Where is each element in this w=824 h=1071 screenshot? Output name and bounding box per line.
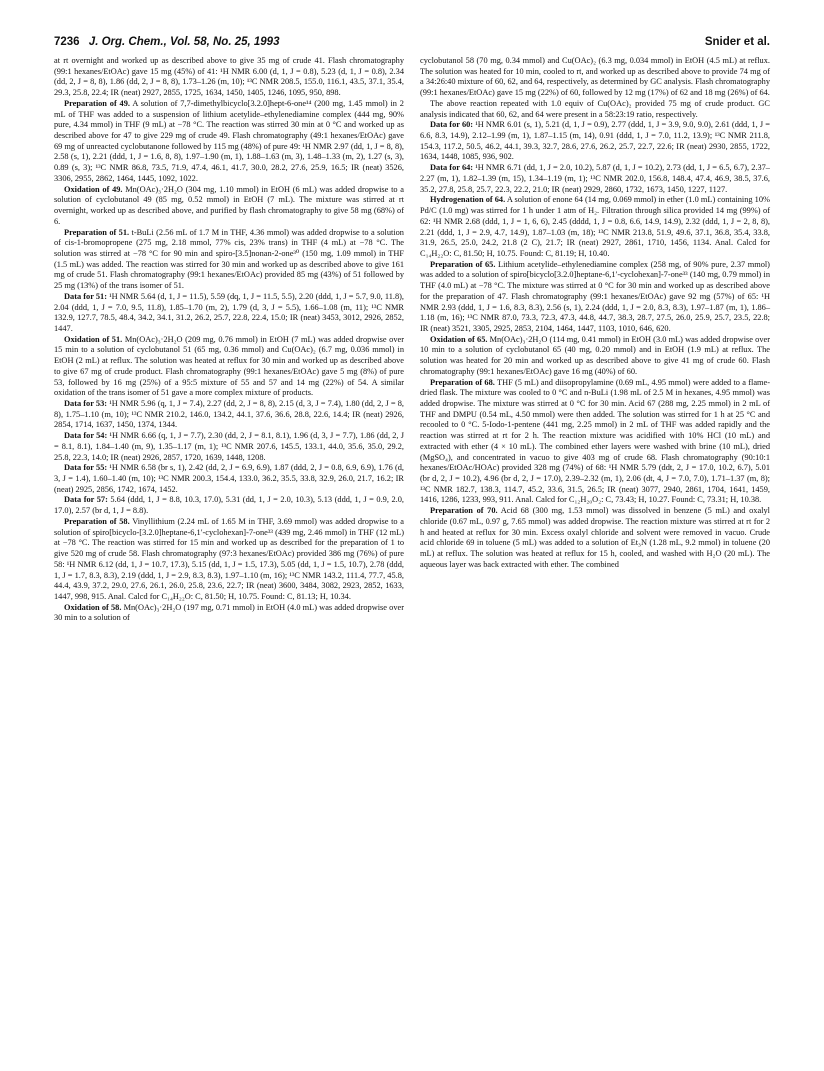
- paragraph-heading: Data for 57:: [64, 495, 108, 505]
- author-header: Snider et al.: [704, 36, 770, 48]
- paragraph-heading: Oxidation of 51.: [64, 334, 123, 344]
- paragraph-heading: Preparation of 70.: [430, 506, 498, 516]
- paragraph: [420, 56, 770, 99]
- paragraph: [420, 163, 770, 195]
- paragraph-heading: Data for 54:: [64, 431, 108, 441]
- paragraph-text: THF (5 mL) and diisopropylamine (0.69 mL, 4.95 mmol) were added to a flame-dried flask. The mixture was cooled to 0 °C and n-BuLi (1.98 mL of 2.5 M in hexanes, 4.95 mmol) was added dropwise. The mixture was stirred at 0 °C for 30 min. Acid 67 (288 mg, 2.25 mmol) in 2 mL of THF and DMPU (0.54 mL, 4.50 mmol) were then added. The solution was stirred for 1 h at 25 °C and recooled to 0 °C. 5-Iodo-1-pentene (441 mg, 2.25 mmol) in 2 mL of THF was added rapidly and the reaction was stirred at rt for 2 h. The reaction mixture was acidified with 10% HCl (10 mL) and extracted with ether (4 × 10 mL). The combined ether layers were washed with brine (10 mL), dried (MgSO₄), and concentrated in vacuo to give 403 mg of crude 68. Flash chromatography (90:10:1 hexanes/EtOAc/HOAc) provided 328 mg (74%) of 68: ¹H NMR 5.79 (ddt, 2, J = 17.0, 10.2, 6.7), 5.01 (br d, 2, J = 10.2), 4.96 (br d, 2, J = 17.0), 2.39–2.32 (m, 1), 2.06 (dt, 4, J = 7.0, 7.0), 1.71–1.37 (m, 8); ¹³C NMR 182.7, 138.3, 114.7, 45.2, 33.6, 31.5, 26.5; IR (neat) 3077, 2940, 2861, 1704, 1641, 1459, 1416, 1286, 1233, 993, 911. Anal. Calcd for C₁₂H₂₀O₂: C, 73.43; H, 10.27. Found: C, 73.31; H, 10.38.: [420, 377, 770, 505]
- paragraph-text: ¹H NMR 5.96 (q, 1, J = 7.4), 2.27 (dd, 2, J = 8, 8), 2.15 (d, 3, J = 7.4), 1.80 (dd, 2, J = 8, 8), 1.75–1.10 (m, 10); ¹³C NMR 210.2, 146.0, 134.2, 44.1, 37.6, 36.6, 28.8, 22.6, 14.4; IR (neat) 2926, 2854, 1714, 1637, 1450, 1374, 1344.: [54, 399, 404, 430]
- paragraph-text: ¹H NMR 5.64 (d, 1, J = 11.5), 5.59 (dq, 1, J = 11.5, 5.5), 2.20 (ddd, 1, J = 5.7, 9.0, 11.8), 2.04 (ddd, 1, J = 7.0, 9.5, 11.8), 1.85–1.70 (m, 2), 1.79 (d, 3, J = 5.5), 1.66–1.08 (m, 11); ¹³C NMR 132.9, 127.7, 78.5, 48.4, 34.2, 34.1, 31.2, 26.2, 25.7, 22.8, 22.4, 15.0; IR (neat) 3453, 3012, 2926, 2852, 1447.: [54, 291, 404, 333]
- paragraph-text: ¹H NMR 6.58 (br s, 1), 2.42 (dd, 2, J = 6.9, 6.9), 1.87 (ddd, 2, J = 0.8, 6.9, 6.9), 1.76 (d, 3, J = 1.4), 1.60–1.40 (m, 10); ¹³C NMR 200.3, 154.4, 133.0, 36.2, 35.5, 33.8, 32.9, 26.0, 21.7, 16.2; IR (neat) 2925, 2856, 1742, 1674, 1452.: [54, 463, 404, 494]
- paragraph-text: t-BuLi (2.56 mL of 1.7 M in THF, 4.36 mmol) was added dropwise to a solution of cis-1-bromopropene (275 mg, 2.18 mmol, 77% cis, 23% trans) in THF (4 mL) at −78 °C. The solution was stirred at −78 °C for 90 min and spiro-[3.5]nonan-2-one³⁰ (150 mg, 1.09 mmol) in THF (1.5 mL) was added. The reaction was stirred for 30 min and worked up as described above to give 161 mg of crude 51. Flash chromatography (99:1 hexanes/EtOAc) provided 85 mg (43%) of 51 followed by 25 mg (13%) of the trans isomer of 51.: [54, 227, 404, 291]
- paragraph: [420, 99, 770, 120]
- paragraph-heading: Data for 64:: [430, 163, 474, 173]
- paragraph-text: The above reaction repeated with 1.0 equiv of Cu(OAc)₂ provided 75 mg of crude product. GC analysis indicated that 60, 62, and 64 were present in a 58:23:19 ratio, respectively.: [420, 98, 770, 119]
- paragraph: [54, 56, 404, 99]
- left-column: [54, 56, 404, 624]
- paragraph: [54, 99, 404, 185]
- paragraph: [54, 292, 404, 335]
- paragraph-text: A solution of enone 64 (14 mg, 0.069 mmol) in ether (1.0 mL) containing 10% Pd/C (1.0 mg) was stirred for 1 h under 1 atm of H₂. Filtration through silica provided 14 mg (99%) of 62: ¹H NMR 2.68 (ddd, 1, J = 1, 6, 6), 2.45 (dddd, 1, J = 0.8, 6.6, 14.9, 14.9), 2.32 (ddd, 1, J = 2, 8, 8), 2.21 (ddd, 1, J = 2.9, 4.7, 14.9), 1.87–1.03 (m, 18); ¹³C NMR 213.8, 51.9, 49.6, 37.1, 36.8, 35.4, 33.8, 31.9, 26.5, 25.0, 24.2, 21.8 (2 C), 21.7; IR (neat) 2927, 2861, 1710, 1456, 1134. Anal. Calcd for C₁₄H₂₂O: C, 81.50; H, 10.75. Found: C, 81.19; H, 10.40.: [420, 195, 770, 258]
- paragraph: [54, 495, 404, 516]
- paragraph-text: ¹H NMR 6.71 (dd, 1, J = 2.0, 10.2), 5.87 (d, 1, J = 10.2), 2.73 (dd, 1, J = 6.5, 6.7), 2.37–2.27 (m, 1), 1.82–1.39 (m, 15), 1.34–1.19 (m, 1); ¹³C NMR 202.0, 156.8, 148.4, 47.4, 46.9, 38.5, 37.6, 35.2, 27.8, 25.8, 25.7, 22.3, 22.2, 21.0; IR (neat) 2929, 2860, 1732, 1673, 1450, 1227, 1127.: [420, 163, 770, 194]
- paragraph: [420, 195, 770, 259]
- paragraph-text: Acid 68 (300 mg, 1.53 mmol) was dissolved in benzene (5 mL) and oxalyl chloride (0.67 mL, 0.97 g, 7.65 mmol) was added dropwise. The reaction mixture was stirred at rt for 2 h and heated at reflux for 30 min. Excess oxalyl chloride and solvent were removed in vacuo. Crude acid chloride 69 in toluene (5 mL) was added to a solution of Et₃N (1.28 mL, 9.2 mmol) in toluene (20 mL) at reflux. The solution was heated at reflux for 15 h, cooled, and washed with H₂O (20 mL). The aqueous layer was back extracted with ether. The combined: [420, 506, 770, 569]
- paragraph-text: at rt overnight and worked up as described above to give 35 mg of crude 41. Flash chromatography (99:1 hexanes/EtOAc) gave 15 mg (45%) of 41: ¹H NMR 6.00 (d, 1, J = 0.8), 5.23 (d, 1, J = 0.8), 2.34 (dd, 2, J = 8, 8), 1.86 (dd, 2, J = 8, 8), 1.73–1.26 (m, 10); ¹³C NMR 208.5, 155.0, 116.1, 43.5, 37.1, 35.4, 29.3, 25.8, 22.4; IR (neat) 2927, 2855, 1725, 1634, 1450, 1405, 1246, 1095, 950, 898.: [54, 56, 404, 98]
- paragraph-heading: Preparation of 58.: [64, 516, 130, 526]
- journal-page: [54, 36, 770, 1046]
- paragraph-heading: Data for 53:: [64, 399, 108, 408]
- paragraph: [54, 228, 404, 292]
- paragraph-heading: Data for 60:: [430, 120, 474, 130]
- paragraph-text: Vinyllithium (2.24 mL of 1.65 M in THF, 3.69 mmol) was added dropwise to a solution of spiro[bicyclo-[3.2.0]heptane-6,1′-cyclohexan]-7-one³³ (439 mg, 2.46 mmol) in THF (12 mL) at −78 °C. The reaction was stirred for 15 min and worked up as described for the preparation of 1 to give 520 mg of crude 58. Flash chromatography (97:3 hexanes/EtOAc) provided 386 mg (76%) of pure 58: ¹H NMR 6.12 (dd, 1, J = 10.7, 17.3), 5.15 (dd, 1, J = 1.5, 17.3), 5.05 (dd, 1, J = 1.5, 10.7), 2.78 (ddd, 1, J = 1.7, 8.3, 8.3), 2.19 (ddd, 1, J = 2.9, 8.3, 8.3), 1.97–1.10 (m, 16); ¹³C NMR 143.2, 111.4, 77.7, 45.8, 44.4, 43.9, 37.2, 29.0, 27.6, 26.1, 26.0, 25.8, 23.6, 22.7; IR (neat) 3600, 3484, 3082, 2923, 2852, 1633, 1447, 998, 915. Anal. Calcd for C₁₄H₂₂O: C, 81.50; H, 10.75. Found: C, 81.13; H, 10.34.: [54, 516, 404, 601]
- journal-citation: J. Org. Chem., Vol. 58, No. 25, 1993: [88, 36, 280, 48]
- paragraph-heading: Oxidation of 49.: [64, 184, 123, 194]
- paragraph: [420, 506, 770, 570]
- paragraph: [420, 335, 770, 378]
- paragraph-text: Mn(OAc)₃·2H₂O (197 mg, 0.71 mmol) in EtOH (4.0 mL) was added dropwise over 30 min to a solution of: [54, 602, 404, 623]
- paragraph: [54, 463, 404, 495]
- paragraph-text: ¹H NMR 6.66 (q, 1, J = 7.7), 2.30 (dd, 2, J = 8.1, 8.1), 1.96 (d, 3, J = 7.7), 1.86 (dd, 2, J = 8.1, 8.1), 1.84–1.40 (m, 9), 1.35–1.17 (m, 1); ¹³C NMR 207.6, 145.5, 133.1, 44.0, 35.6, 35.0, 29.2, 25.8, 22.3, 14.0; IR (neat) 2926, 2857, 1720, 1639, 1448, 1208.: [54, 431, 404, 462]
- paragraph-heading: Oxidation of 65.: [430, 334, 488, 344]
- paragraph: [54, 603, 404, 624]
- paragraph: [420, 378, 770, 507]
- paragraph: [54, 335, 404, 399]
- paragraph: [54, 185, 404, 228]
- paragraph: [54, 399, 404, 431]
- header-left: [54, 36, 279, 48]
- paragraph-heading: Preparation of 49.: [64, 98, 130, 108]
- right-column: [420, 56, 770, 624]
- page-number: 7236: [54, 36, 80, 48]
- paragraph: [54, 431, 404, 463]
- paragraph-heading: Data for 51:: [64, 291, 107, 301]
- paragraph-heading: Oxidation of 58.: [64, 602, 122, 612]
- paragraph: [420, 120, 770, 163]
- paragraph-text: Lithium acetylide–ethylenediamine complex (258 mg, of 90% pure, 2.37 mmol) was added to a solution of spiro[bicyclo[3.2.0]heptane-6,1′-cyclohexan]-7-one³³ (140 mg, 0.79 mmol) in THF (4.0 mL) at −78 °C. The mixture was stirred at 0 °C for 30 min and worked up as described above for the preparation of 47. Flash chromatography (99:1 hexanes/EtOAc) gave 92 mg (57%) of 65: ¹H NMR 2.93 (ddd, 1, J = 1.6, 8.3, 8.3), 2.56 (s, 1), 2.24 (ddd, 1, J = 2.0, 8.3, 8.3), 1.97–1.87 (m, 1), 1.86–1.18 (m, 16); ¹³C NMR 87.0, 73.3, 72.3, 47.3, 44.8, 44.7, 38.3, 28.7, 27.5, 26.0, 25.9, 25.7, 23.5, 22.8; IR (neat) 3521, 3305, 2925, 2853, 2104, 1464, 1447, 1103, 1010, 646, 620.: [420, 259, 770, 333]
- paragraph-text: ¹H NMR 6.01 (s, 1), 5.21 (d, 1, J = 0.9), 2.77 (ddd, 1, J = 3.9, 9.0, 9.0), 2.61 (ddd, 1, J = 6.6, 8.3, 14.9), 2.12–1.99 (m, 1), 1.87–1.15 (m, 14), 0.91 (ddd, 1, J = 7.0, 11.2, 13.9); ¹³C NMR 211.8, 154.3, 117.2, 50.5, 46.2, 44.1, 39.3, 32.7, 28.6, 27.6, 26.2, 25.7, 22.7, 22.6; IR (neat) 2930, 2855, 1722, 1634, 1448, 1085, 936, 902.: [420, 120, 770, 162]
- paragraph-text: cyclobutanol 58 (70 mg, 0.34 mmol) and Cu(OAc)₂ (6.3 mg, 0.034 mmol) in EtOH (4.5 mL) at reflux. The solution was heated for 10 min, cooled to rt, and worked up as described above to provide 74 mg of a 34:26:40 mixture of 60, 62, and 64, respectively, as determined by GC analysis. Flash chromatography (99:1 hexanes/EtOAc) gave 15 mg (22%) of 60, followed by 12 mg (17%) of 62 and 18 mg (26%) of 64.: [420, 56, 770, 98]
- paragraph-text: 5.64 (ddd, 1, J = 8.8, 10.3, 17.0), 5.31 (dd, 1, J = 2.0, 10.3), 5.13 (ddd, 1, J = 0.9, 2.0, 17.0), 2.57 (br d, 1, J = 8.8).: [54, 495, 404, 516]
- paragraph-heading: Hydrogenation of 64.: [430, 195, 506, 205]
- paragraph-heading: Preparation of 65.: [430, 259, 496, 269]
- paragraph: [420, 260, 770, 335]
- paragraph-heading: Preparation of 68.: [430, 377, 495, 387]
- paragraph-text: Mn(OAc)₃·2H₂O (304 mg, 1.10 mmol) in EtOH (6 mL) was added dropwise to a solution of cyclobutanol 49 (85 mg, 0.52 mmol) in EtOH (7 mL). The mixture was stirred at rt overnight, worked up as described above, and purified by flash chromatography to give 58 mg (68%) of 6.: [54, 184, 404, 226]
- paragraph: [54, 517, 404, 603]
- paragraph-text: Mn(OAc)₃·2H₂O (114 mg, 0.41 mmol) in EtOH (3.0 mL) was added dropwise over 10 min to a solution of cyclobutanol 65 (40 mg, 0.20 mmol) and in EtOH (1.9 mL) at reflux. The solution was heated for 20 min and worked up as described above to give 41 mg of crude 60. Flash chromatography (99:1 hexanes/EtOAc) gave 16 mg (40%) of 60.: [420, 334, 770, 376]
- paragraph-heading: Data for 55:: [64, 463, 108, 473]
- two-column-body: [54, 56, 770, 624]
- paragraph-text: A solution of 7,7-dimethylbicyclo[3.2.0]hept-6-one¹⁴ (200 mg, 1.45 mmol) in 2 mL of THF was added to a suspension of lithium acetylide–ethylenediamine complex (444 mg, 90% pure, 4.34 mmol) in THF (9 mL) at −78 °C. The reaction was stirred 30 min at 0 °C and worked up as described above for 47 to give 229 mg of crude 49. Flash chromatography (49:1 hexanes/EtOAc) gave 69 mg of unreacted cyclobutanone followed by 115 mg (48%) of pure 49: ¹H NMR 2.97 (dd, 1, J = 8, 8), 2.58 (s, 1), 2.21 (ddd, 1, J = 1.6, 8, 8), 1.97–1.90 (m, 1), 1.88–1.63 (m, 3), 1.48–1.33 (m, 2), 1.27 (s, 3), 0.89 (s, 3); ¹³C NMR 86.8, 73.5, 71.9, 47.4, 46.1, 41.7, 30.0, 28.2, 27.6, 25.9, 16.5; IR (neat) 3526, 3306, 2955, 2862, 1464, 1445, 1092, 1022.: [54, 98, 404, 183]
- paragraph-heading: Preparation of 51.: [64, 227, 130, 237]
- paragraph-text: Mn(OAc)₃·2H₂O (209 mg, 0.76 mmol) in EtOH (7 mL) was added dropwise over 15 min to a solution of cyclobutanol 51 (65 mg, 0.36 mmol) and Cu(OAc)₂ (6.7 mg, 0.036 mmol) in EtOH (2 mL) at reflux. The solution was heated at reflux for 30 min and worked up as described above to give 67 mg of crude product. Flash chromatography (99:1 hexanes/EtOAc) gave 5 mg (8%) of pure 53, followed by 16 mg (25%) of a 95:5 mixture of 55 and 57 and 14 mg (22%) of 54. A similar oxidation of the trans isomer of 51 gave a more complex mixture of products.: [54, 334, 404, 398]
- running-header: [54, 36, 770, 48]
